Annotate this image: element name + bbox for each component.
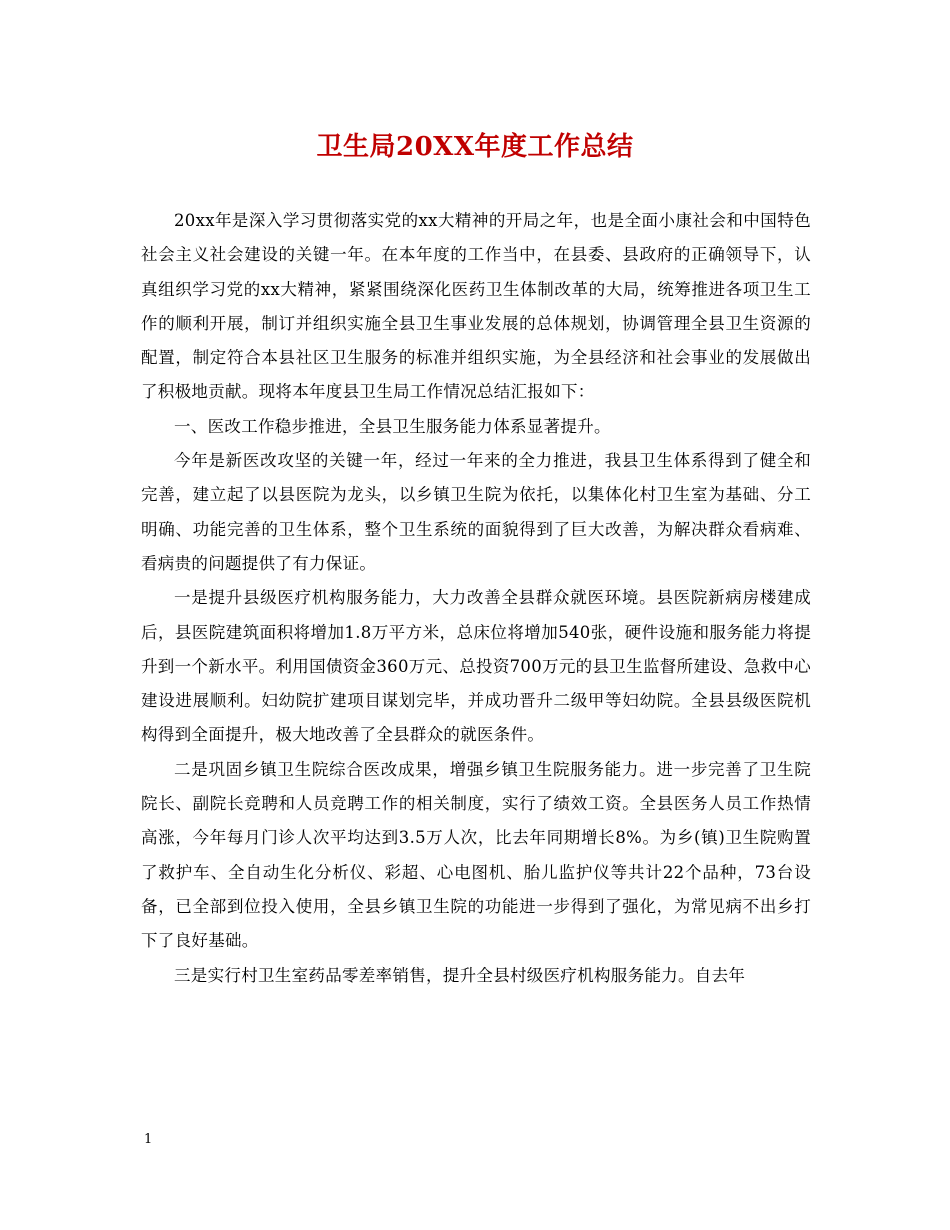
paragraph-intro: 20xx年是深入学习贯彻落实党的xx大精神的开局之年，也是全面小康社会和中国特色社会主义社会建设的关键一年。在本年度的工作当中，在县委、县政府的正确领导下，认真组织学习党的xx大精神，紧紧围绕深化医药卫生体制改革的大局，统筹推进各项卫生工作的顺利开展，制订并组织实施全县卫生事业发展的总体规划，协调管理全县卫生资源的配置，制定符合本县社区卫生服务的标准并组织实施，为全县经济和社会事业的发展做出了积极地贡献。现将本年度县卫生局工作情况总结汇报如下： [141,211,811,402]
page-number: 1 [144,1132,153,1147]
paragraph-point-three: 三是实行村卫生室药品零差率销售，提升全县村级医疗机构服务能力。自去年 [174,965,746,985]
document-body [141,204,811,993]
paragraph-point-two: 二是巩固乡镇卫生院综合医改成果，增强乡镇卫生院服务能力。进一步完善了卫生院院长、副院长竞聘和人员竞聘工作的相关制度，实行了绩效工资。全县医务人员工作热情高涨，今年每月门诊人次平均达到3.5万人次，比去年同期增长8%。为乡(镇)卫生院购置了救护车、全自动生化分析仪、彩超、心电图机、胎儿监护仪等共计22个品种，73台设备，已全部到位投入使用，全县乡镇卫生院的功能进一步得到了强化，为常见病不出乡打下了良好基础。 [141,759,811,951]
paragraph-overview: 今年是新医改攻坚的关键一年，经过一年来的全力推进，我县卫生体系得到了健全和完善，建立起了以县医院为龙头，以乡镇卫生院为依托，以集体化村卫生室为基础、分工明确、功能完善的卫生体系，整个卫生系统的面貌得到了巨大改善，为解决群众看病难、看病贵的问题提供了有力保证。 [141,451,811,573]
document-title: 卫生局20XX年度工作总结 [316,132,634,162]
paragraph-section-heading: 一、医改工作稳步推进，全县卫生服务能力体系显著提升。 [174,416,611,436]
paragraph-point-one: 一是提升县级医疗机构服务能力，大力改善全县群众就医环境。县医院新病房楼建成后，县医院建筑面积将增加1.8万平方米，总床位将增加540张，硬件设施和服务能力将提升到一个新水平。利用国债资金360万元、总投资700万元的县卫生监督所建设、急救中心建设进展顺利。妇幼院扩建项目谋划完毕，并成功晋升二级甲等妇幼院。全县县级医院机构得到全面提升，极大地改善了全县群众的就医条件。 [141,588,811,745]
